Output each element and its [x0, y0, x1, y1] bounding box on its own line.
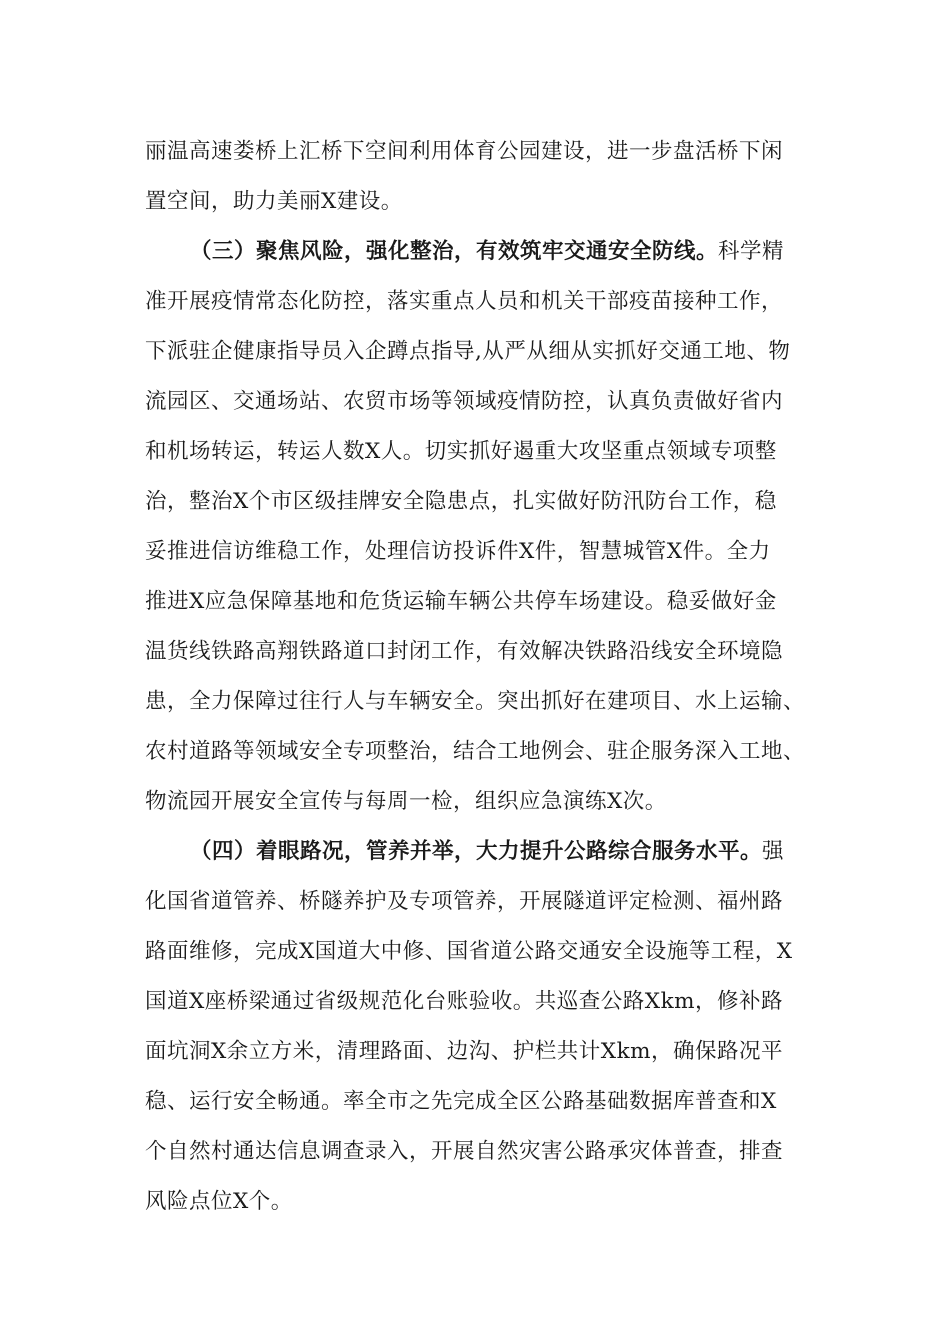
section-3-line-1	[190, 232, 784, 272]
text-line-19: 面坑洞X余立方米，清理路面、边沟、护栏共计Xkm，确保路况平	[145, 1039, 784, 1064]
text-line-5: 下派驻企健康指导员入企蹲点指导,从严从细从实抓好交通工地、物	[145, 339, 791, 364]
text-line-9: 妥推进信访维稳工作，处理信访投诉件X件，智慧城管X件。全力	[145, 539, 771, 564]
text-line-20: 稳、运行安全畅通。率全市之先完成全区公路基础数据库普查和X	[145, 1089, 777, 1114]
section-3-lead-text: 科学精	[718, 239, 785, 264]
text-line-6: 流园区、交通场站、农贸市场等领域疫情防控，认真负责做好省内	[145, 389, 784, 414]
text-line-16: 化国省道管养、桥隧养护及专项管养，开展隧道评定检测、福州路	[145, 889, 784, 914]
section-4-line-1	[190, 832, 784, 872]
text-line-13: 农村道路等领域安全专项整治，结合工地例会、驻企服务深入工地、	[145, 739, 806, 764]
text-line-7: 和机场转运，转运人数X人。切实抓好遏重大攻坚重点领域专项整	[145, 439, 777, 464]
text-line-17: 路面维修，完成X国道大中修、国省道公路交通安全设施等工程，X	[145, 939, 793, 964]
text-line-18: 国道X座桥梁通过省级规范化台账验收。共巡查公路Xkm，修补路	[145, 989, 784, 1014]
text-line-14: 物流园开展安全宣传与每周一检，组织应急演练X次。	[145, 789, 667, 814]
text-line-8: 治，整治X个市区级挂牌安全隐患点，扎实做好防汛防台工作，稳	[145, 489, 777, 514]
section-4-heading: （四）着眼路况，管养并举，大力提升公路综合服务水平。	[190, 839, 763, 864]
text-line-1: 丽温高速娄桥上汇桥下空间利用体育公园建设，进一步盘活桥下闲	[145, 139, 784, 164]
text-line-12: 患，全力保障过往行人与车辆安全。突出抓好在建项目、水上运输、	[145, 689, 806, 714]
text-line-11: 温货线铁路高翔铁路道口封闭工作，有效解决铁路沿线安全环境隐	[145, 639, 784, 664]
text-line-4: 准开展疫情常态化防控，落实重点人员和机关干部疫苗接种工作，	[145, 289, 784, 314]
section-3-heading: （三）聚焦风险，强化整治，有效筑牢交通安全防线。	[190, 239, 719, 264]
section-4-lead-text: 强	[762, 839, 785, 864]
text-line-10: 推进X应急保障基地和危货运输车辆公共停车场建设。稳妥做好金	[145, 589, 777, 614]
text-line-2: 置空间，助力美丽X建设。	[145, 189, 403, 214]
text-line-21: 个自然村通达信息调查录入，开展自然灾害公路承灾体普查，排查	[145, 1139, 784, 1164]
text-line-22: 风险点位X个。	[145, 1189, 293, 1214]
